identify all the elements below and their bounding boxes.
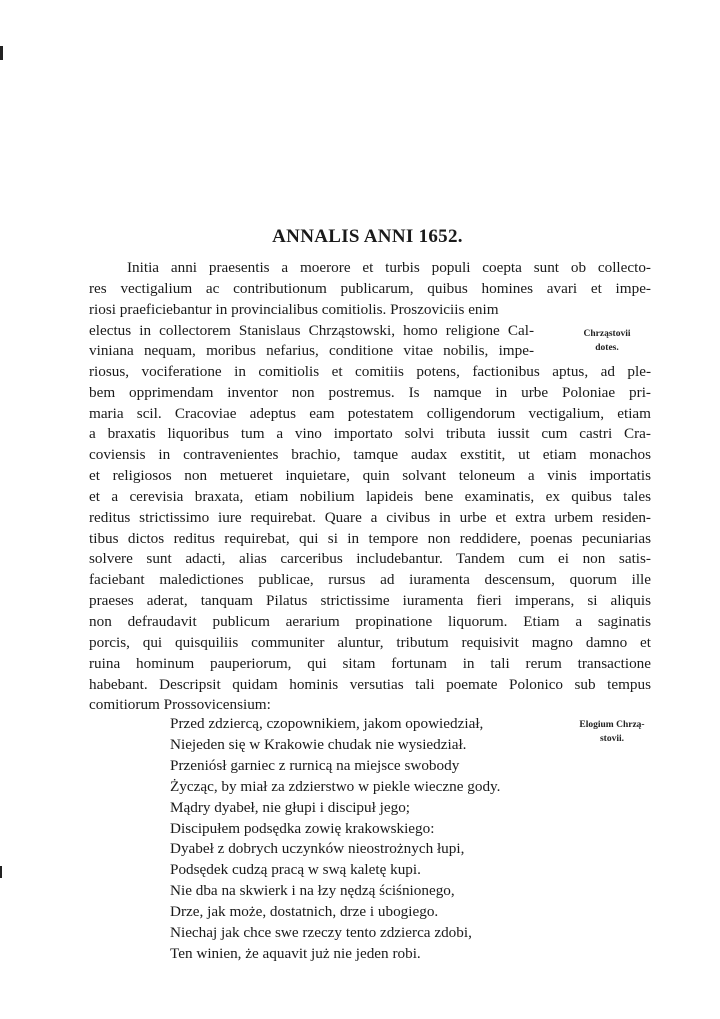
poem-block bbox=[170, 714, 500, 965]
prose-line: faciebant maledictiones publicae, rursus ad iuramenta descensum, quorum ille bbox=[89, 571, 651, 589]
scan-edge-mark-bottom bbox=[0, 866, 2, 878]
poem-line: Discipułem podsędka zowię krakowskiego: bbox=[170, 819, 435, 837]
poem-line: Przeniósł garniec z rurnicą na miejsce swobody bbox=[170, 756, 460, 774]
marginal-note-elogium bbox=[567, 718, 657, 746]
prose-line: res vectigalium ac contributionum publicarum, quibus homines avari et impe- bbox=[89, 279, 651, 297]
prose-block-bottom bbox=[89, 341, 651, 716]
marginal-note-line: dotes. bbox=[595, 343, 619, 353]
poem-line: Mądry dyabeł, nie głupi i discipuł jego; bbox=[170, 798, 411, 816]
poem-line: Drze, jak może, dostatnich, drze i ubogiego. bbox=[170, 903, 439, 921]
prose-line: Initia anni praesentis a moerore et turbis populi coepta sunt ob collecto- bbox=[127, 259, 651, 276]
poem-line: Niechaj jak chce swe rzeczy tento zdzierca zdobi, bbox=[170, 924, 472, 942]
prose-line: tibus dictos reditus requirebat, qui si in tempore non reddidere, poenas pecuniarias bbox=[89, 529, 651, 547]
prose-block-top bbox=[89, 258, 651, 341]
poem-line: Ten winien, że aquavit już nie jeden robi. bbox=[170, 944, 421, 962]
prose-line: comitiorum Prossovicensium: bbox=[89, 696, 271, 714]
prose-line: et a cerevisia braxata, etiam nobilium lapideis bene examinatis, ex quibus tales bbox=[89, 487, 651, 505]
prose-line: bem opprimendam inventor non postremus. Is namque in urbe Poloniae pri- bbox=[89, 383, 651, 401]
poem-line: Niejeden się w Krakowie chudak nie wysiedział. bbox=[170, 735, 467, 753]
prose-line: coviensis in contravenientes brachio, tamque audax exstitit, ut etiam monachos bbox=[89, 446, 651, 464]
poem-line: Przed zdziercą, czopownikiem, jakom opowiedział, bbox=[170, 715, 484, 732]
prose-line: solvere sunt adacti, alias carceribus includebantur. Tandem cum ei non satis- bbox=[89, 550, 651, 568]
prose-line: a braxatis liquoribus tum a vino importato solvi tributa iussit cum castri Cra- bbox=[89, 425, 651, 443]
prose-line: electus in collectorem Stanislaus Chrząstowski, homo religione Cal- bbox=[89, 321, 534, 339]
marginal-note-line: Elogium Chrzą- bbox=[579, 720, 645, 730]
prose-line: habebant. Descripsit quidam hominis versutias tali poemate Polonico sub tempus bbox=[89, 675, 651, 693]
scan-edge-mark-top bbox=[0, 46, 3, 60]
prose-line: riosi praeficiebantur in provincialibus comitiolis. Proszoviciis enim bbox=[89, 300, 499, 318]
poem-line: Życząc, by miał za zdzierstwo w piekle wieczne gody. bbox=[170, 777, 501, 795]
prose-line: praeses aderat, tanquam Pilatus strictissime iuramenta fieri imperans, si aliquis bbox=[89, 592, 651, 610]
prose-line: riosus, vociferatione in comitiolis et comitiis potens, factionibus aptus, ad ple- bbox=[89, 362, 651, 380]
page-title: ANNALIS ANNI 1652. bbox=[272, 226, 463, 247]
poem-line: Dyabeł z dobrych uczynków nieostrożnych łupi, bbox=[170, 840, 465, 858]
prose-line: ruina hominum pauperiorum, qui sitam fortunam in tali rerum transactione bbox=[89, 654, 651, 672]
prose-line: maria scil. Cracoviae adeptus eam potestatem colligendorum vectigalium, etiam bbox=[89, 404, 651, 422]
prose-line: et religiosos non metueret inquietare, quin solvant teloneum a vinis importatis bbox=[89, 467, 651, 485]
prose-line: non defraudavit publicum aerarium propinatione liquorum. Etiam a saginatis bbox=[89, 612, 651, 630]
poem-line: Nie dba na skwierk i na łzy nędzą ściśnionego, bbox=[170, 882, 455, 900]
prose-line: reditus strictissimo iure requirebat. Quare a civibus in urbe et extra urbem residen- bbox=[89, 508, 651, 526]
prose-line: porcis, qui quisquiliis communiter aluntur, tributum requisivit magno damno et bbox=[89, 633, 651, 651]
marginal-note-line: stovii. bbox=[599, 734, 624, 744]
poem-line: Podsędek cudzą pracą w swą kaletę kupi. bbox=[170, 861, 421, 879]
marginal-note-line: Chrząstovii bbox=[583, 329, 631, 339]
prose-line: viniana nequam, moribus nefarius, conditione vitae nobilis, impe- bbox=[89, 342, 534, 359]
